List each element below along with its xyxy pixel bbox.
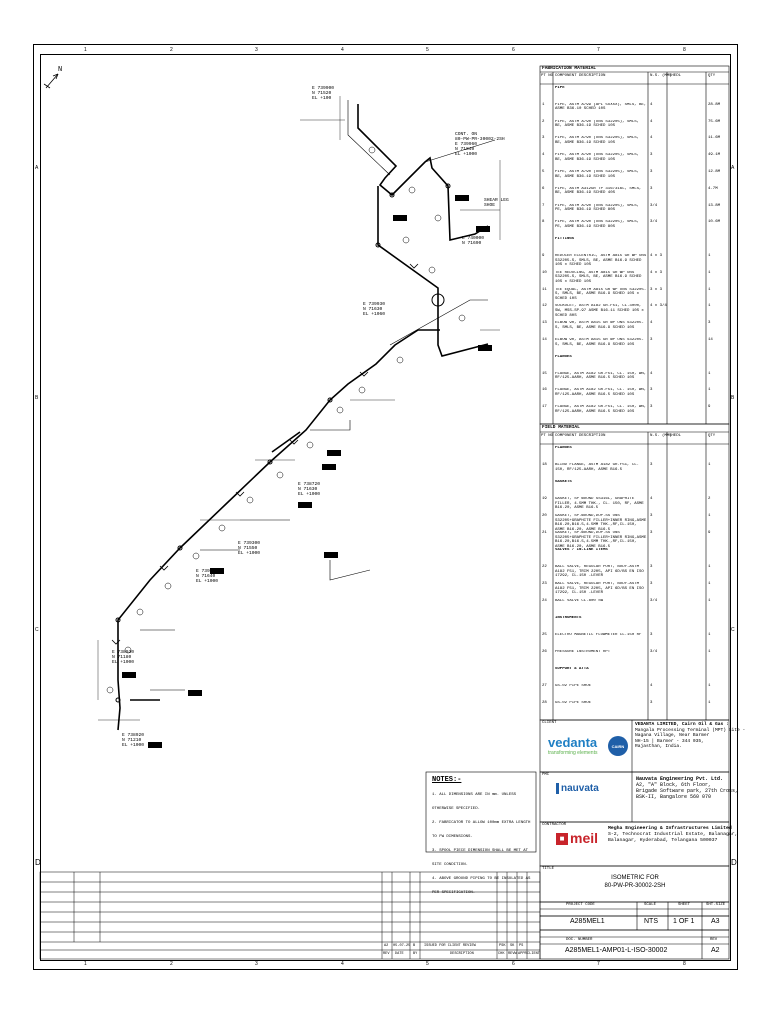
zone-top-3: 3 [255, 47, 258, 53]
table-cell-desc: FLANGE, ASTM A182 GR.F51, CL. 150, WN, RF/125-AARH, ASME B16.5 SCHED 10S [555, 405, 647, 414]
client-address-line: Rajasthan, India. [635, 744, 682, 750]
table-cell-no: 26 [542, 650, 547, 654]
table-cell-no: 18 [542, 463, 547, 467]
table-cell-qty: 11.6M [708, 136, 721, 141]
table-cell-no: 7 [542, 203, 545, 208]
table-cell-ns: 3 [650, 582, 653, 586]
callout-text: EL +1060 [363, 312, 386, 317]
vedanta-logo-text: vedanta [548, 735, 598, 750]
callout-text: SHEAR LEG [484, 198, 509, 203]
table-cell-no: 24 [542, 599, 547, 603]
table-cell-desc: ELECTRO MAGNETIC FLOWMETER CL.150 RF [555, 633, 642, 637]
table-cell-qty: 9 [708, 405, 711, 410]
table-cell-desc: INSTRUMENTS [555, 616, 582, 620]
table-cell-no: 13 [542, 321, 547, 326]
callout-text: EL +1000 [455, 152, 478, 157]
table-cell-desc: PIPE, ASTM A790 (UNS S32205), SMLS, BE, ASME B36.19 SCHED 10S [555, 119, 640, 129]
col-header-ns: N.S. (MM) [650, 434, 672, 438]
note-item: 1. ALL DIMENSIONS ARE IN mm. UNLESS OTHERWISE SPECIFIED. [432, 793, 517, 811]
table-cell-ns: 3 [650, 170, 653, 174]
zone-bottom-4: 4 [341, 961, 344, 967]
north-arrow-icon [44, 74, 58, 88]
callout-text: EL +1000 [238, 551, 261, 556]
table-cell-qty: 1 [708, 287, 711, 292]
col-header-shedl: SHEDL [669, 434, 682, 438]
contractor-name: Megha Engineering & Infrastructures Limited [608, 826, 732, 831]
table-cell-desc: BALL VALVE CL.800 SW [555, 599, 604, 603]
notes-list [432, 788, 534, 900]
table-cell-desc: GASKET, SP.WOUND,DUP.SS UNS S32205+GRAPHITE FILLER+INNER RING,ASME B16.20,B16.5,4.5MM THK.,RF,CL.150, ASME B16.20, ASME B16.5 [555, 531, 647, 548]
project-code: A285MEL1 [570, 918, 605, 925]
table-cell-no: 11 [542, 287, 547, 292]
note-item: 3. SPOOL PIECE DIMENSION SHALL BE MET AT SITE CONDITION. [432, 849, 529, 867]
zone-right-a: A [731, 165, 735, 171]
table-cell-qty: 4.7M [708, 186, 718, 191]
table-cell-ns: 4 [650, 371, 653, 376]
spool-tags [122, 195, 492, 748]
table-cell-desc: PIPE [555, 86, 565, 90]
callout-text: E 739900 [312, 86, 335, 91]
zone-right-b: B [731, 395, 735, 401]
pmc-label: PMC [542, 773, 550, 777]
doc-number-label: DOC. NUMBER [566, 938, 593, 942]
client-name: VEDANTA LIMITED, Cairn Oil & Gas : [635, 722, 729, 727]
doc-number: A285MEL1-AMP01-L-ISO-30002 [565, 947, 668, 954]
table-cell-ns: 3 [650, 338, 653, 342]
table-cell-ns: 4 [650, 497, 653, 501]
revision-header: CHK [498, 952, 505, 956]
table-cell-ns: 3 [650, 186, 653, 191]
callout-text: 80-PW-PR-30002-2SH [455, 137, 505, 142]
callout-text: EL +1000 [112, 660, 135, 665]
zone-left-c: C [35, 627, 39, 633]
table-cell-ns: 4 x 3 [650, 254, 663, 258]
client-label: CLIENT [542, 721, 557, 725]
callout-text: SHOE [484, 203, 496, 208]
col-header-ns: N.S. (MM) [650, 74, 672, 78]
zone-left-a: A [35, 165, 39, 171]
zone-top-1: 1 [84, 47, 87, 53]
table-cell-ns: 3 x 3 [650, 287, 663, 292]
zone-bottom-3: 3 [255, 961, 258, 967]
table-cell-no: 10 [542, 270, 547, 275]
callout-text: N 71690 [462, 241, 482, 246]
zone-top-4: 4 [341, 47, 344, 53]
table-cell-qty: 49.1M [708, 153, 721, 158]
revision-header: BY [413, 952, 418, 956]
pipe-route-thin [140, 100, 495, 690]
project-code-label: PROJECT CODE [566, 903, 595, 907]
col-header-qty: QTY [708, 434, 716, 438]
callout-text: EL +1000 [298, 492, 321, 497]
revision-header: APPR [518, 952, 527, 956]
table-cell-qty: 10.6M [708, 220, 721, 225]
drawing-title [560, 874, 710, 890]
table-cell-desc: PIPE, ASTM A799 (API 5XXXX), SMLS, BE, ASME B36.10 SCHED 10S [555, 102, 647, 112]
callout-text: E 739960 [455, 142, 478, 147]
zone-top-6: 6 [512, 47, 515, 53]
zone-left-b: B [35, 395, 39, 401]
table-cell-no: 12 [542, 304, 547, 309]
callout-text: E 739300 [238, 541, 261, 546]
notes-title: NOTES:- [432, 776, 462, 784]
table-cell-desc: ELBOW 90, ASTM A815 GR WP UNS S32205-S, SMLS, BE, ASME B16.9 SCHED 10S [555, 338, 644, 347]
table-cell-qty: 14 [708, 338, 713, 342]
zone-bottom-7: 7 [597, 961, 600, 967]
table-cell-qty: 1 [708, 304, 711, 309]
table-cell-qty: 1 [708, 463, 711, 467]
revision-header: CLIENT [527, 952, 540, 956]
table-cell-qty: 1 [708, 565, 711, 569]
table-cell-desc: VALVES / IN-LINE ITEMS [555, 548, 608, 552]
zone-top-8: 8 [683, 47, 686, 53]
callout-text: N 71630 [298, 487, 318, 492]
note-item: 4. ABOVE GROUND PIPING TO BE INSULATED AS PER SPECIFICATION. [432, 877, 531, 895]
table-cell-qty: 1 [708, 701, 711, 705]
zone-top-5: 5 [426, 47, 429, 53]
table-cell-no: 4 [542, 153, 545, 158]
client-address-line: Mangala Processing Terminal (MPT) Site - [635, 727, 746, 733]
client-address-line: Nagana Village, Near Barmer [635, 733, 710, 739]
revision-cell: PSK [499, 944, 506, 948]
table-cell-no: 14 [542, 338, 547, 342]
table-cell-no: 23 [542, 582, 547, 586]
table-cell-ns: 3/4 [650, 650, 658, 654]
table-cell-ns: 3 [650, 405, 653, 410]
table-cell-desc: GS-02 PIPE SHOE [555, 684, 592, 688]
part-number-bubbles [107, 147, 465, 693]
sheet-label: SHEET [678, 903, 691, 907]
cairn-logo [608, 736, 628, 756]
field-title: FIELD MATERIAL [542, 425, 580, 430]
table-cell-no: 3 [542, 136, 545, 141]
callout-text: EL +1000 [122, 743, 145, 748]
table-cell-ns: 4 x 3 [650, 270, 663, 275]
callout-text: N 71180 [112, 655, 132, 660]
table-cell-desc: PIPE, ASTM A790 (UNS S32205), SMLS, BE, ASME B36.19 SCHED 10S [555, 153, 640, 162]
col-header-desc: COMPONENT DESCRIPTION [555, 74, 606, 78]
callout-text: N 71520 [312, 91, 332, 96]
table-cell-ns: 3 [650, 153, 653, 158]
pmc-address-line: A2, "A" Block, 6th Floor, [636, 782, 712, 788]
revision-header: REVW [508, 952, 517, 956]
table-cell-ns: 4 [650, 684, 653, 688]
table-cell-ns: 4 [650, 136, 653, 141]
callout-text: CONT. ON [455, 132, 478, 137]
title-label: TITLE [542, 867, 555, 871]
zone-right-c: C [731, 627, 735, 633]
table-cell-qty: 1 [708, 270, 711, 275]
col-header-qty: QTY [708, 74, 716, 78]
scale-value: NTS [644, 918, 658, 925]
callout-text: N 71630 [363, 307, 383, 312]
contractor-address [608, 826, 738, 844]
table-cell-qty: 1 [708, 599, 711, 603]
table-cell-desc: BALL VALVE, REGULAR PORT, BODY-ASTM A182 F51, TRIM 2205, API 6D/BS EN ISO 17292, CL.150 -LEVER [555, 565, 644, 579]
table-cell-no: 20 [542, 514, 547, 518]
table-cell-no: 5 [542, 170, 545, 174]
table-cell-ns: 3 [650, 633, 653, 637]
callout-text: E 738930 [112, 650, 135, 655]
table-cell-no: 6 [542, 186, 545, 191]
table-cell-desc: BLIND FLANGE, ASTM A182 GR.F51, CL. 150, RF/125-AARH, ASME B16.5 [555, 463, 640, 472]
drawing-title-line-2: 80-PW-PR-30002-2SH [604, 883, 666, 889]
pmc-address [636, 776, 738, 800]
table-cell-qty: 1 [708, 388, 711, 393]
table-cell-desc: GASKET, SP.WOUND,DUP.SS UNS S32205+GRAPHITE FILLER+INNER RING,ASME B16.20,B16.5,4.5MM THK.,RF,CL.150, ASME B16.20, ASME B16.5 [555, 514, 647, 531]
meil-mark-icon: ■ [556, 833, 568, 845]
table-cell-desc: FITTINGS [555, 237, 575, 242]
table-cell-ns: 4 [650, 102, 653, 107]
revision-cell: PS [519, 944, 524, 948]
sheet-size-value: A3 [711, 918, 720, 925]
table-cell-no: 21 [542, 531, 547, 535]
table-cell-qty: 2 [708, 497, 711, 501]
table-cell-desc: REDUCER ECCENTRIC, ASTM A815 GR WP UNS S32205-S, SMLS, BE, ASME B16.9 SCHED 10S x SCHED 10S [555, 254, 647, 268]
table-cell-ns: 3/4 [650, 599, 658, 603]
zone-top-2: 2 [170, 47, 173, 53]
col-header-desc: COMPONENT DESCRIPTION [555, 434, 606, 438]
table-cell-desc: SOCKOLET, ASTM A182 GR.F51, CL.3000, SW, MSS-SP-97 ASME B16.11 SCHED 10S x SCHED 80S [555, 304, 644, 318]
nauvata-logo-text: nauvata [561, 783, 599, 794]
table-cell-desc: PIPE, ASTM A790 (UNS S32205), SMLS, PE, ASME B36.19 SCHED 80S [555, 203, 640, 213]
table-cell-qty: 1 [708, 514, 711, 518]
support-marks [112, 264, 418, 644]
table-cell-desc: ELBOW 90, ASTM A815 GR WP UNS S32205-S, SMLS, BE, ASME B16.9 SCHED 10S [555, 321, 644, 330]
table-cell-no: 25 [542, 633, 547, 637]
table-cell-desc: SUPPORT & ATTA [555, 667, 589, 671]
table-cell-qty: 1 [708, 254, 711, 258]
callout-text: E 738720 [298, 482, 321, 487]
table-cell-desc: GASKETS [555, 480, 572, 484]
table-cell-ns: 4 [650, 119, 653, 124]
col-header-pt: PT NO [541, 74, 554, 78]
table-cell-no: 15 [542, 371, 547, 376]
table-cell-desc: FLANGES [555, 354, 572, 359]
zone-left-d: D [35, 858, 41, 867]
callout-text: E 738920 [122, 733, 145, 738]
callout-text: N 71640 [196, 574, 216, 579]
revision-cell: 05-07-25 [393, 944, 411, 948]
zone-bottom-8: 8 [683, 961, 686, 967]
table-cell-no: 22 [542, 565, 547, 569]
client-address-line: NH-15 | Barmer - 344 035, [635, 738, 704, 744]
table-cell-desc: FLANGES [555, 446, 572, 450]
callout-text: EL +1000 [196, 579, 219, 584]
north-label: N [58, 66, 63, 74]
zone-right-d: D [731, 858, 737, 867]
callout-text: EL +100 [312, 96, 332, 101]
callout-text: N 71550 [238, 546, 258, 551]
table-cell-no: 28 [542, 701, 547, 705]
table-cell-desc: FLANGE, ASTM A182 GR.F51, CL. 150, WN, RF/125-AARH, ASME B16.5 SCHED 10S [555, 371, 647, 381]
contractor-address-line: S-2, Technocrat Industrial Estate, Balanagar, [608, 832, 738, 837]
table-cell-desc: PIPE, ASTM A312GR TP 316/316L, SMLS, BE, ASME B36.19 SCHED 40S [555, 186, 642, 196]
table-cell-qty: 13.8M [708, 203, 721, 208]
table-cell-qty: 28.8M [708, 102, 721, 107]
table-cell-desc: PIPE, ASTM A790 (UNS S32205), SMLS, BE, ASME B36.19 SCHED 10S [555, 136, 640, 145]
table-cell-qty: 1 [708, 650, 711, 654]
table-cell-ns: 3 [650, 514, 653, 518]
dimension-lines [98, 96, 500, 720]
table-cell-no: 8 [542, 220, 545, 225]
table-cell-qty: 9 [708, 531, 711, 535]
table-cell-ns: 4 x 3/4 [650, 304, 667, 309]
table-cell-desc: GASKET, SP WOUND SS316L, GRAPHITE FILLER, 4.5MM THK., CL. 150, RF, ASME B16.20, ASME B16.5 [555, 497, 644, 511]
table-cell-desc: FLANGE, ASTM A182 GR.F51, CL. 150, WN, RF/125-AARH, ASME B16.5 SCHED 10S [555, 388, 647, 397]
callout-text: N 71840 [455, 147, 475, 152]
table-cell-ns: 3 [650, 531, 653, 535]
callout-text: E 740000 [462, 236, 485, 241]
col-header-pt: PT NO [541, 434, 554, 438]
table-cell-qty: 1 [708, 371, 711, 376]
fab-title: FABRICATION MATERIAL [542, 66, 597, 71]
nauvata-logo [556, 783, 599, 794]
client-address [635, 722, 745, 750]
table-cell-ns: 3 [650, 388, 653, 393]
col-header-shedl: SHEDL [669, 74, 682, 78]
contractor-label: CONTRACTOR [542, 823, 567, 827]
rev-label: REV [710, 938, 718, 942]
zone-bottom-1: 1 [84, 961, 87, 967]
callout-text: N 71210 [122, 738, 142, 743]
pmc-name: Nauvata Engineering Pvt. Ltd. [636, 776, 724, 782]
table-cell-ns: 3/4 [650, 220, 658, 225]
meil-logo [556, 830, 598, 846]
table-cell-qty: 1 [708, 633, 711, 637]
table-cell-desc: PIPE, ASTM A790 (UNS S32205), SMLS, BE, ASME B36.19 SCHED 10S [555, 170, 640, 179]
table-cell-qty: 75.6M [708, 119, 721, 124]
table-cell-qty: 3 [708, 321, 711, 326]
scale-label: SCALE [644, 903, 657, 907]
table-cell-ns: 4 [650, 321, 653, 326]
zone-bottom-2: 2 [170, 961, 173, 967]
revision-cell: ISSUED FOR CLIENT REVIEW [424, 944, 476, 948]
table-cell-ns: 3 [650, 701, 653, 705]
drawing-title-line-1: ISOMETRIC FOR [611, 875, 659, 881]
notes-block [432, 776, 534, 900]
table-cell-desc: TEE EQUAL, ASTM A815 GR WP UNS S32205-S, SMLS, BE, ASME B16.9 SCHED 10S x SCHED 10S [555, 287, 647, 301]
table-cell-desc: PIPE, ASTM A790 (UNS S32205), SMLS, PE, ASME B36.19 SCHED 80S [555, 220, 640, 229]
table-cell-no: 19 [542, 497, 547, 501]
table-cell-ns: 3/4 [650, 203, 658, 208]
sheet-value: 1 OF 1 [673, 918, 695, 925]
zone-bottom-6: 6 [512, 961, 515, 967]
contractor-address-line: Balanagar, Hyderabad, Telangana 500037 [608, 838, 718, 843]
table-cell-desc: PRESSURE INSTRUMENT RPT [555, 650, 611, 654]
callout-text: E 739240 [196, 569, 219, 574]
table-cell-desc: GS-02 PIPE SHOE [555, 701, 592, 705]
revision-header: DATE [395, 952, 404, 956]
table-cell-no: 9 [542, 254, 545, 258]
table-cell-no: 17 [542, 405, 547, 410]
cairn-logo-text: CAIRN [611, 743, 625, 749]
vedanta-logo [548, 735, 597, 756]
table-cell-no: 16 [542, 388, 547, 393]
table-cell-qty: 1 [708, 684, 711, 688]
zone-top-7: 7 [597, 47, 600, 53]
table-cell-ns: 3 [650, 565, 653, 569]
vedanta-logo-tagline: transforming elements [548, 750, 598, 756]
table-cell-no: 1 [542, 102, 545, 107]
meil-logo-text: meil [570, 830, 599, 846]
sheet-size-label: SHT.SIZE [706, 903, 726, 907]
revision-cell: SK [510, 944, 515, 948]
rev-value: A2 [711, 947, 720, 954]
table-cell-qty: 12.8M [708, 170, 721, 174]
pmc-address-line: Brigade Software park, 27th Cross, [636, 788, 739, 794]
flange-marks [116, 184, 450, 702]
table-cell-no: 27 [542, 684, 547, 688]
revision-header: REV [383, 952, 390, 956]
revision-cell: A2 [384, 944, 389, 948]
table-cell-ns: 3 [650, 463, 653, 467]
pipe-route [118, 104, 488, 730]
table-cell-qty: 1 [708, 582, 711, 586]
callout-text: E 739930 [363, 302, 386, 307]
note-item: 2. FABRICATOR TO ALLOW 100mm EXTRA LENGTH TO FW DIMENSIONS. [432, 821, 531, 839]
pmc-address-line: BSK-II, Bangalore 560 070 [636, 794, 712, 800]
table-cell-desc: BALL VALVE, REGULAR PORT, BODY-ASTM A182 F51, TRIM 2205, API 6D/BS EN ISO 17292, CL.150 -LEVER [555, 582, 644, 596]
revision-cell: B [413, 944, 416, 948]
zone-bottom-5: 5 [426, 961, 429, 967]
table-cell-desc: TEE REDUCING, ASTM A815 GR WP UNS S32205-S, SMLS, BE, ASME B16.9 SCHED 10S x SCHED 10S [555, 270, 642, 284]
table-cell-no: 2 [542, 119, 545, 124]
revision-header: DESCRIPTION [450, 952, 474, 956]
